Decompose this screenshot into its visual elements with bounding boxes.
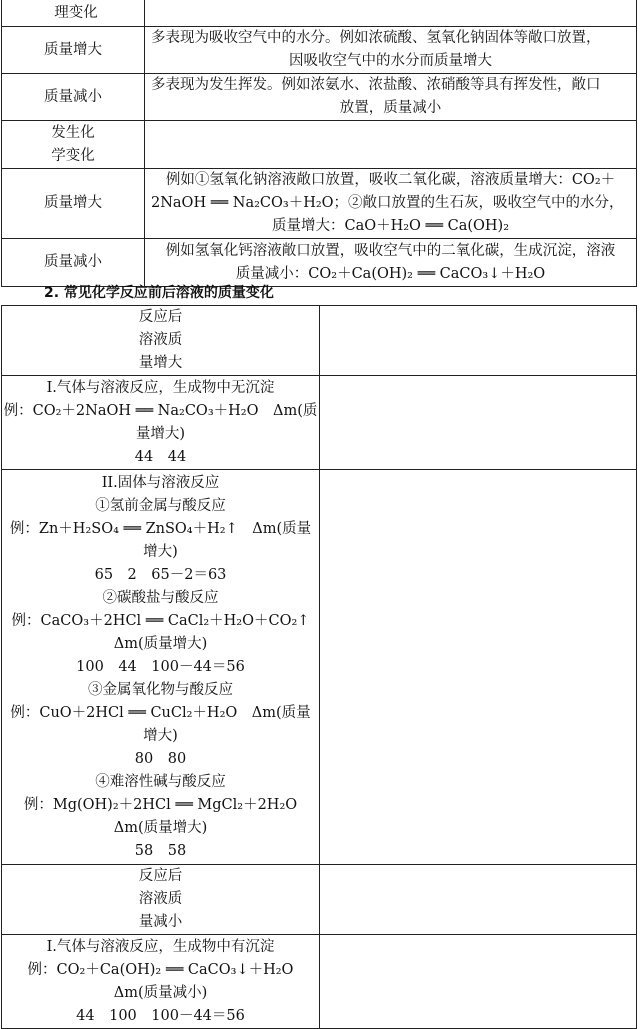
- reaction-cell: [2, 935, 320, 1029]
- content-line: I.气体与溶液反应，生成物中有沉淀: [46, 938, 275, 955]
- content-line: 65 2 65－2＝63: [94, 566, 227, 583]
- reaction-cell: [2, 376, 320, 470]
- table-row: [2, 0, 637, 27]
- row-label: [2, 121, 145, 169]
- label-line: 反应后: [138, 309, 183, 325]
- content-line: 例：Zn＋H₂SO₄ ══ ZnSO₄＋H₂↑ Δm(质量: [9, 520, 312, 537]
- content-line: Δm(质量减小): [113, 984, 208, 1001]
- row-label: [2, 865, 320, 935]
- content-line: 例：Mg(OH)₂＋2HCl ══ MgCl₂＋2H₂O: [23, 796, 298, 813]
- label-line: 量增大: [138, 355, 183, 371]
- row-content: [145, 239, 637, 287]
- content-line: I.气体与溶液反应，生成物中无沉淀: [46, 379, 275, 396]
- label-text: 发生化 学变化: [51, 124, 95, 164]
- table-row: [2, 169, 637, 239]
- content-line: ①氢前金属与酸反应: [95, 497, 226, 514]
- table-row: [2, 865, 637, 935]
- content-line: ②碳酸盐与酸反应: [102, 589, 219, 606]
- row-content: [145, 74, 637, 121]
- empty-cell: [320, 865, 637, 935]
- section-title: 2. 常见化学反应前后溶液的质量变化: [44, 285, 274, 301]
- content-line: 2NaOH ══ Na₂CO₃＋H₂O；②敞口放置的生石灰，吸收空气中的水分，: [151, 195, 624, 211]
- row-content: [145, 121, 637, 169]
- content-line: 量增大): [135, 425, 186, 442]
- content-line: 例：CaCO₃＋2HCl ══ CaCl₂＋H₂O＋CO₂↑: [11, 612, 310, 629]
- row-label: [2, 239, 145, 287]
- row-content: [145, 27, 637, 74]
- row-label: [2, 0, 145, 27]
- empty-cell: [320, 470, 637, 865]
- table-row: [2, 239, 637, 287]
- content-line: ③金属氧化物与酸反应: [88, 681, 233, 698]
- table-row: [2, 74, 637, 121]
- table-physical-chemical-change: [1, 0, 637, 287]
- row-label: [2, 74, 145, 121]
- content-line: 例如氢氧化钙溶液敞口放置，吸收空气中的二氧化碳，生成沉淀，溶液: [165, 242, 616, 259]
- content-line: II.固体与溶液反应: [101, 474, 220, 491]
- label-line: 反应后: [138, 868, 183, 884]
- row-content: [145, 0, 637, 27]
- content-line: 多表现为吸收空气中的水分。例如浓硫酸、氢氧化钠固体等敞口放置，: [151, 30, 601, 46]
- content-line: 例如①氢氧化钠溶液敞口放置，吸收二氧化碳，溶液质量增大：CO₂＋: [165, 172, 616, 188]
- content-line: 例：CO₂＋2NaOH ══ Na₂CO₃＋H₂O Δm(质: [3, 402, 318, 419]
- empty-cell: [320, 935, 637, 1029]
- label-text: 质量增大: [44, 41, 102, 58]
- content-line: 放置，质量减小: [339, 100, 442, 116]
- content-line: ④难溶性碱与酸反应: [95, 773, 226, 790]
- table-row: [2, 121, 637, 169]
- reaction-cell: [2, 470, 320, 865]
- content-line: 58 58: [134, 842, 187, 859]
- empty-cell: [320, 306, 637, 376]
- table-row: [2, 470, 637, 865]
- label-text: 理变化: [54, 4, 98, 21]
- content-line: 多表现为发生挥发。例如浓氨水、浓盐酸、浓硝酸等具有挥发性，敞口: [151, 77, 601, 93]
- row-label: [2, 27, 145, 74]
- empty-cell: [320, 376, 637, 470]
- content-line: 44 100 100－44＝56: [76, 1007, 245, 1024]
- table-reaction-mass-change: [1, 305, 637, 1029]
- table-row: [2, 306, 637, 376]
- content-line: 例：CO₂＋Ca(OH)₂ ══ CaCO₃↓＋H₂O: [27, 961, 294, 978]
- content-line: 质量减小：CO₂＋Ca(OH)₂ ══ CaCO₃↓＋H₂O: [235, 265, 546, 282]
- label-line: 溶液质: [138, 891, 183, 907]
- label-text: 质量减小: [44, 88, 102, 105]
- label-line: 量减小: [138, 914, 183, 930]
- row-label: [2, 169, 145, 239]
- table-row: [2, 376, 637, 470]
- content-line: 100 44 100－44＝56: [76, 658, 245, 675]
- content-line: 增大): [143, 727, 178, 744]
- content-line: Δm(质量增大): [113, 635, 208, 652]
- label-text: 质量增大: [44, 195, 102, 211]
- row-label: [2, 306, 320, 376]
- label-line: 溶液质: [138, 332, 183, 348]
- content-line: 44 44: [134, 448, 187, 465]
- label-text: 质量减小: [44, 254, 102, 270]
- content-line: 增大): [143, 543, 178, 560]
- content-line: Δm(质量增大): [113, 819, 208, 836]
- row-content: [145, 169, 637, 239]
- table-row: [2, 935, 637, 1029]
- table-row: [2, 27, 637, 74]
- content-line: 80 80: [134, 750, 187, 767]
- content-line: 因吸收空气中的水分而质量增大: [289, 53, 492, 69]
- content-line: 例：CuO＋2HCl ══ CuCl₂＋H₂O Δm(质量: [10, 704, 311, 721]
- content-line: 质量增大：CaO＋H₂O ══ Ca(OH)₂: [271, 218, 510, 234]
